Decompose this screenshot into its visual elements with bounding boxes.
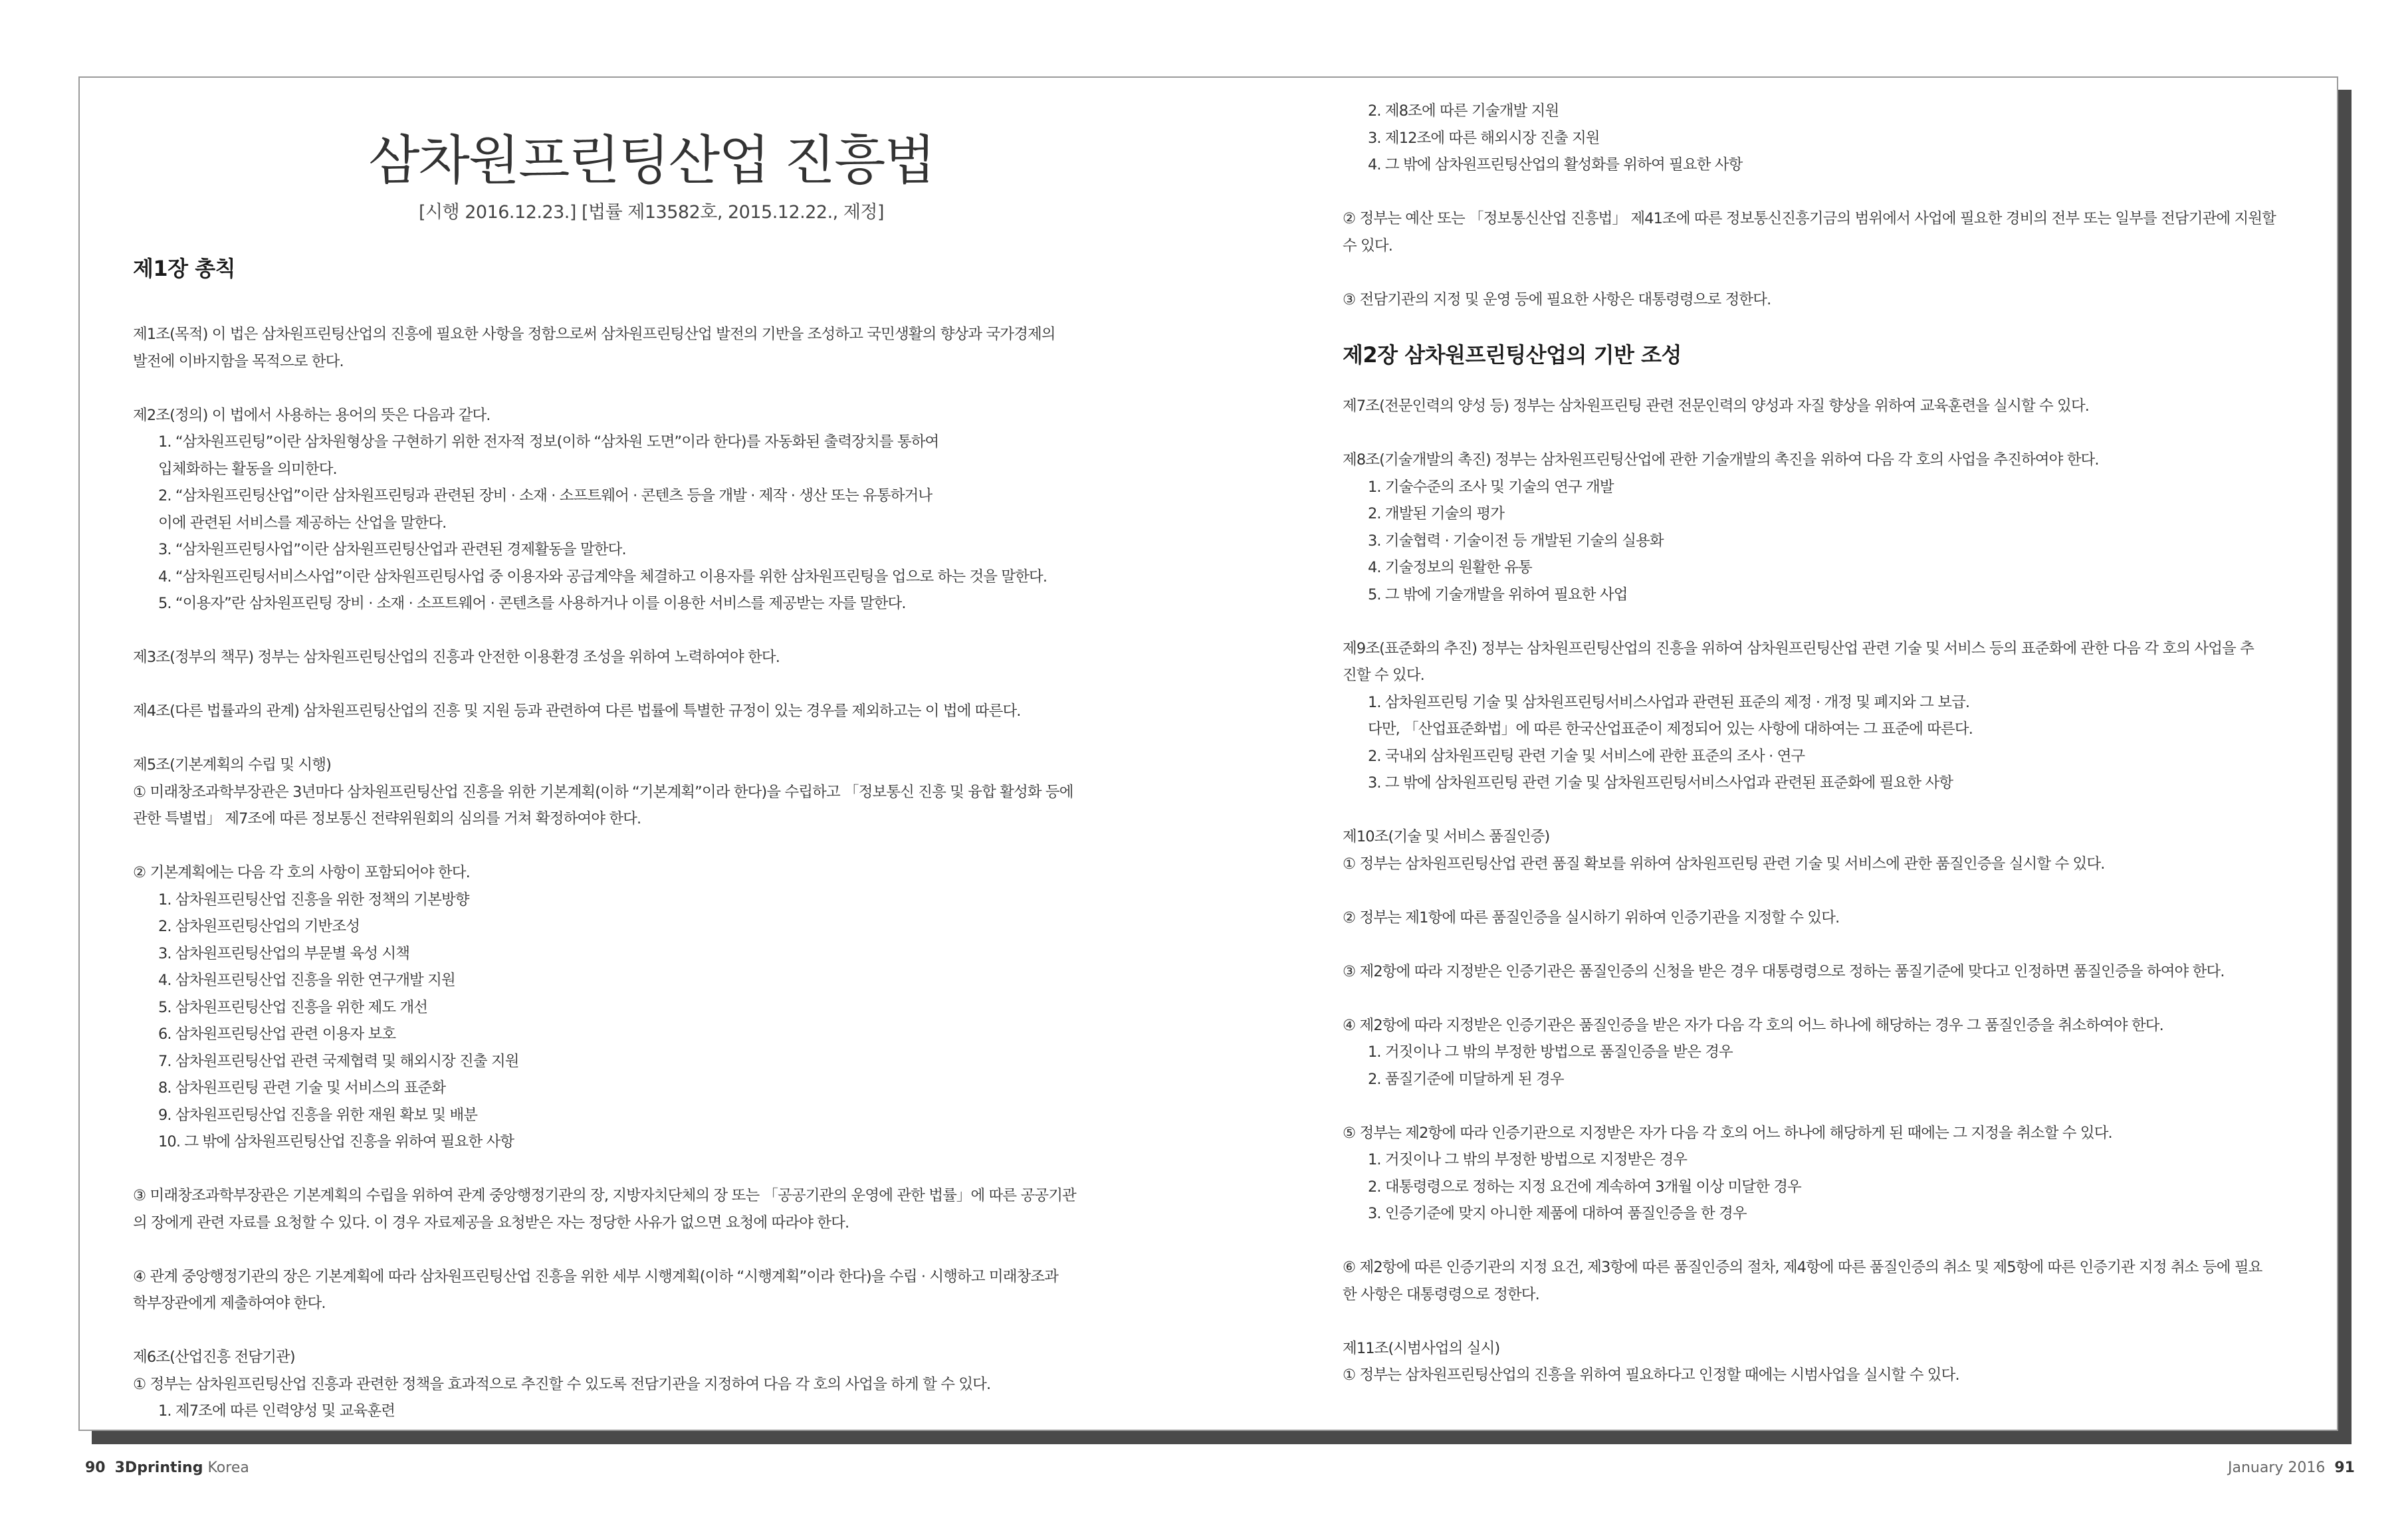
article-line: 2. 국내외 삼차원프린팅 관련 기술 및 서비스에 관한 표준의 조사 · 연구 — [1368, 747, 1805, 765]
article-line: 발전에 이바지함을 목적으로 한다. — [133, 352, 344, 370]
article-line: ③ 제2항에 따라 지정받은 인증기관은 품질인증의 신청을 받은 경우 대통령령으로 정하는 품질기준에 맞다고 인정하면 품질인증을 하여야 한다. — [1343, 962, 2225, 980]
issue-date: January 2016 — [2227, 1460, 2326, 1476]
right-articles — [1343, 393, 2320, 1389]
article-block — [1343, 1120, 2320, 1228]
paragraph-gap — [1343, 259, 2320, 286]
left-articles — [133, 321, 1170, 1425]
article-line: 7. 삼차원프린팅산업 관련 국제협력 및 해외시장 진출 지원 — [158, 1052, 519, 1070]
article-block — [1343, 1254, 2320, 1308]
magazine-spread — [78, 76, 2338, 1431]
article-line: 2. “삼차원프린팅산업”이란 삼차원프린팅과 관련된 장비 · 소재 · 소프트웨어 · 콘텐츠 등을 개발 · 제작 · 생산 또는 유통하거나 — [158, 487, 932, 504]
paragraph-gap — [133, 725, 1170, 752]
article-line: 2. 품질기준에 미달하게 된 경우 — [1368, 1070, 1564, 1088]
article-block — [133, 752, 1170, 833]
paragraph-gap — [1343, 877, 2320, 905]
paragraph-gap — [1343, 1093, 2320, 1120]
article-line: ⑤ 정부는 제2항에 따라 인증기관으로 지정받은 자가 다음 각 호의 어느 하나에 해당하게 된 때에는 그 지정을 취소할 수 있다. — [1343, 1124, 2112, 1142]
article-line: ② 정부는 제1항에 따른 품질인증을 실시하기 위하여 인증기관을 지정할 수 있다. — [1343, 909, 1840, 926]
article-line: ① 미래창조과학부장관은 3년마다 삼차원프린팅산업 진흥을 위한 기본계획(이하 “기본계획”이라 한다)을 수립하고 「정보통신 진흥 및 융합 활성화 등에 — [133, 783, 1073, 801]
paragraph-gap — [133, 1317, 1170, 1345]
article-line: ① 정부는 삼차원프린팅산업 관련 품질 확보를 위하여 삼차원프린팅 관련 기술 및 서비스에 관한 품질인증을 실시할 수 있다. — [1343, 855, 2105, 873]
article-block — [1343, 823, 2320, 877]
article-line: 10. 그 밖에 삼차원프린팅산업 진흥을 위하여 필요한 사항 — [158, 1133, 514, 1150]
article-line: 관한 특별법」 제7조에 따른 정보통신 전략위원회의 심의를 거쳐 확정하여야 한다. — [133, 810, 641, 827]
article-line: 4. 기술정보의 원활한 유통 — [1368, 559, 1532, 576]
paragraph-gap — [1343, 931, 2320, 958]
article-line: 2. 대통령령으로 정하는 지정 요건에 계속하여 3개월 이상 미달한 경우 — [1368, 1178, 1801, 1196]
article-block — [1343, 635, 2320, 797]
article-line: 3. 삼차원프린팅산업의 부문별 육성 시책 — [158, 944, 410, 962]
article-line: 제5조(기본계획의 수립 및 시행) — [133, 756, 331, 774]
article-line: 한 사항은 대통령령으로 정한다. — [1343, 1285, 1539, 1303]
article-block — [133, 402, 1170, 617]
brand-suffix: Korea — [207, 1460, 249, 1476]
article-line: 제7조(전문인력의 양성 등) 정부는 삼차원프린팅 관련 전문인력의 양성과 자질 향상을 위하여 교육훈련을 실시할 수 있다. — [1343, 397, 2090, 415]
article-line: 입체화하는 활동을 의미한다. — [158, 460, 337, 478]
article-line: 3. 기술협력 · 기술이전 등 개발된 기술의 실용화 — [1368, 532, 1664, 550]
article-line: 4. “삼차원프린팅서비스사업”이란 삼차원프린팅사업 중 이용자와 공급계약을 체결하고 이용자를 위한 삼차원프린팅을 업으로 하는 것을 말한다. — [158, 568, 1047, 586]
article-line: 2. 삼차원프린팅산업의 기반조성 — [158, 918, 360, 935]
article-block — [133, 1182, 1170, 1236]
article-block — [133, 1344, 1170, 1425]
article-line: 제4조(다른 법률과의 관계) 삼차원프린팅산업의 진흥 및 지원 등과 관련하여 다른 법률에 특별한 규정이 있는 경우를 제외하고는 이 법에 따른다. — [133, 703, 1021, 720]
article-block — [1343, 1012, 2320, 1093]
article-line: 제6조(산업진흥 전담기관) — [133, 1349, 295, 1366]
article-line: 1. 거짓이나 그 밖의 부정한 방법으로 품질인증을 받은 경우 — [1368, 1043, 1733, 1061]
article-line: 4. 삼차원프린팅산업 진흥을 위한 연구개발 지원 — [158, 972, 455, 989]
article-line: 1. 제7조에 따른 인력양성 및 교육훈련 — [158, 1402, 395, 1420]
left-body — [133, 252, 1170, 1425]
article-line: ③ 전담기관의 지정 및 운영 등에 필요한 사항은 대통령령으로 정한다. — [1343, 290, 1771, 308]
article-line: ① 정부는 삼차원프린팅산업 진흥과 관련한 정책을 효과적으로 추진할 수 있도록 전담기관을 지정하여 다음 각 호의 사업을 하게 할 수 있다. — [133, 1375, 991, 1393]
paragraph-gap — [133, 671, 1170, 699]
article-line: ⑥ 제2항에 따른 인증기관의 지정 요건, 제3항에 따른 품질인증의 절차, 제4항에 따른 품질인증의 취소 및 제5항에 따른 인증기관 지정 취소 등에 필요 — [1343, 1259, 2262, 1276]
article-line: 1. 삼차원프린팅산업 진흥을 위한 정책의 기본방향 — [158, 891, 469, 909]
article-block — [1343, 205, 2320, 259]
article-line: 제2조(정의) 이 법에서 사용하는 용어의 뜻은 다음과 같다. — [133, 406, 491, 424]
paragraph-gap — [133, 617, 1170, 645]
article-line: ① 정부는 삼차원프린팅산업의 진흥을 위하여 필요하다고 인정할 때에는 시범사업을 실시할 수 있다. — [1343, 1366, 1959, 1384]
article-line: 수 있다. — [1343, 237, 1393, 255]
article-line: 1. “삼차원프린팅”이란 삼차원형상을 구현하기 위한 전자적 정보(이하 “삼차원 도면”이라 한다)를 자동화된 출력장치를 통하여 — [158, 433, 939, 451]
article-line: ② 정부는 예산 또는 「정보통신산업 진흥법」 제41조에 따른 정보통신진흥기금의 범위에서 사업에 필요한 경비의 전부 또는 일부를 전담기관에 지원할 — [1343, 210, 2276, 227]
paragraph-gap — [1343, 1308, 2320, 1335]
paragraph-gap — [133, 1156, 1170, 1183]
document-title: 삼차원프린팅산업 진흥법 — [368, 130, 934, 191]
paragraph-gap — [133, 375, 1170, 402]
article-line: 의 장에게 관련 자료를 요청할 수 있다. 이 경우 자료제공을 요청받은 자는 정당한 사유가 없으면 요청에 따라야 한다. — [133, 1214, 849, 1232]
article-block — [1343, 98, 2320, 179]
article-block — [1343, 393, 2320, 420]
article-block — [133, 321, 1170, 375]
article-line: 3. 그 밖에 삼차원프린팅 관련 기술 및 삼차원프린팅서비스사업과 관련된 표준화에 필요한 사항 — [1368, 774, 1953, 792]
article-line: 제1조(목적) 이 법은 삼차원프린팅산업의 진흥에 필요한 사항을 정함으로써 삼차원프린팅산업 발전의 기반을 조성하고 국민생활의 향상과 국가경제의 — [133, 326, 1055, 343]
article-block — [1343, 447, 2320, 608]
article-block — [1343, 905, 2320, 932]
article-block — [133, 644, 1170, 671]
article-block — [133, 1263, 1170, 1317]
article-line: 이에 관련된 서비스를 제공하는 산업을 말한다. — [158, 514, 447, 532]
article-line: 3. 인증기준에 맞지 아니한 제품에 대하여 품질인증을 한 경우 — [1368, 1205, 1747, 1222]
right-body — [1343, 98, 2320, 1389]
paragraph-gap — [1343, 420, 2320, 447]
article-line: ④ 제2항에 따라 지정받은 인증기관은 품질인증을 받은 자가 다음 각 호의 어느 하나에 해당하는 경우 그 품질인증을 취소하여야 한다. — [1343, 1016, 2163, 1034]
article-line: 제8조(기술개발의 촉진) 정부는 삼차원프린팅산업에 관한 기술개발의 촉진을 위하여 다음 각 호의 사업을 추진하여야 한다. — [1343, 451, 2099, 469]
page-number: 90 — [85, 1460, 106, 1476]
article-line: 3. “삼차원프린팅사업”이란 삼차원프린팅산업과 관련된 경제활동을 말한다. — [158, 541, 626, 558]
article-line: 2. 제8조에 따른 기술개발 지원 — [1368, 102, 1559, 120]
article-line: 1. 삼차원프린팅 기술 및 삼차원프린팅서비스사업과 관련된 표준의 제정 · 개정 및 폐지와 그 보급. — [1368, 693, 1970, 711]
paragraph-gap — [133, 833, 1170, 860]
article-line: 제9조(표준화의 추진) 정부는 삼차원프린팅산업의 진흥을 위하여 삼차원프린팅산업 관련 기술 및 서비스 등의 표준화에 관한 다음 각 호의 사업을 추 — [1343, 639, 2254, 657]
footer-left — [85, 1460, 249, 1476]
article-line: 3. 제12조에 따른 해외시장 진출 지원 — [1368, 129, 1600, 147]
page-number: 91 — [2334, 1460, 2355, 1476]
article-line: 1. 기술수준의 조사 및 기술의 연구 개발 — [1368, 478, 1614, 496]
paragraph-gap — [1343, 608, 2320, 635]
paragraph-gap — [1343, 985, 2320, 1012]
article-block — [1343, 958, 2320, 986]
article-block — [1343, 1335, 2320, 1389]
article-line: 1. 거짓이나 그 밖의 부정한 방법으로 지정받은 경우 — [1368, 1151, 1688, 1168]
article-block — [133, 859, 1170, 1156]
article-line: 제11조(시범사업의 실시) — [1343, 1339, 1500, 1357]
article-line: 2. 개발된 기술의 평가 — [1368, 505, 1505, 522]
article-line: 6. 삼차원프린팅산업 관련 이용자 보호 — [158, 1026, 396, 1043]
article-line: 4. 그 밖에 삼차원프린팅산업의 활성화를 위하여 필요한 사항 — [1368, 156, 1743, 173]
chapter-heading: 제1장 총칙 — [133, 256, 236, 281]
paragraph-gap — [1343, 179, 2320, 206]
right-continued-articles — [1343, 98, 2320, 313]
footer-right — [2228, 1460, 2355, 1476]
article-line: 8. 삼차원프린팅 관련 기술 및 서비스의 표준화 — [158, 1079, 446, 1097]
article-line: 5. 삼차원프린팅산업 진흥을 위한 제도 개선 — [158, 998, 428, 1016]
document-subtitle: [시행 2016.12.23.] [법률 제13582호, 2015.12.22., 제정] — [418, 202, 885, 223]
article-line: 제3조(정부의 책무) 정부는 삼차원프린팅산업의 진흥과 안전한 이용환경 조성을 위하여 노력하여야 한다. — [133, 649, 780, 666]
article-line: 다만, 「산업표준화법」에 따른 한국산업표준이 제정되어 있는 사항에 대하여는 그 표준에 따른다. — [1368, 720, 1973, 738]
article-line: ③ 미래창조과학부장관은 기본계획의 수립을 위하여 관계 중앙행정기관의 장, 지방자치단체의 장 또는 「공공기관의 운영에 관한 법률」에 따른 공공기관 — [133, 1187, 1076, 1204]
article-line: 5. “이용자”란 삼차원프린팅 장비 · 소재 · 소프트웨어 · 콘텐츠를 사용하거나 이를 이용한 서비스를 제공받는 자를 말한다. — [158, 595, 906, 612]
paragraph-gap — [1343, 797, 2320, 824]
article-line: 진할 수 있다. — [1343, 667, 1424, 684]
article-line: 제10조(기술 및 서비스 품질인증) — [1343, 828, 1550, 845]
article-line: ④ 관계 중앙행정기관의 장은 기본계획에 따라 삼차원프린팅산업 진흥을 위한 세부 시행계획(이하 “시행계획”이라 한다)을 수립 · 시행하고 미래창조과 — [133, 1267, 1059, 1285]
chapter-heading: 제2장 삼차원프린팅산업의 기반 조성 — [1343, 342, 1682, 368]
article-line: 9. 삼차원프린팅산업 진흥을 위한 재원 확보 및 배분 — [158, 1106, 478, 1124]
article-line: 학부장관에게 제출하여야 한다. — [133, 1295, 326, 1312]
article-block — [1343, 286, 2320, 314]
brand-name: 3Dprinting — [114, 1460, 203, 1476]
article-block — [133, 698, 1170, 725]
paragraph-gap — [133, 1236, 1170, 1263]
article-line: 5. 그 밖에 기술개발을 위하여 필요한 사업 — [1368, 586, 1628, 603]
paragraph-gap — [1343, 1228, 2320, 1255]
article-line: ② 기본계획에는 다음 각 호의 사항이 포함되어야 한다. — [133, 864, 470, 881]
